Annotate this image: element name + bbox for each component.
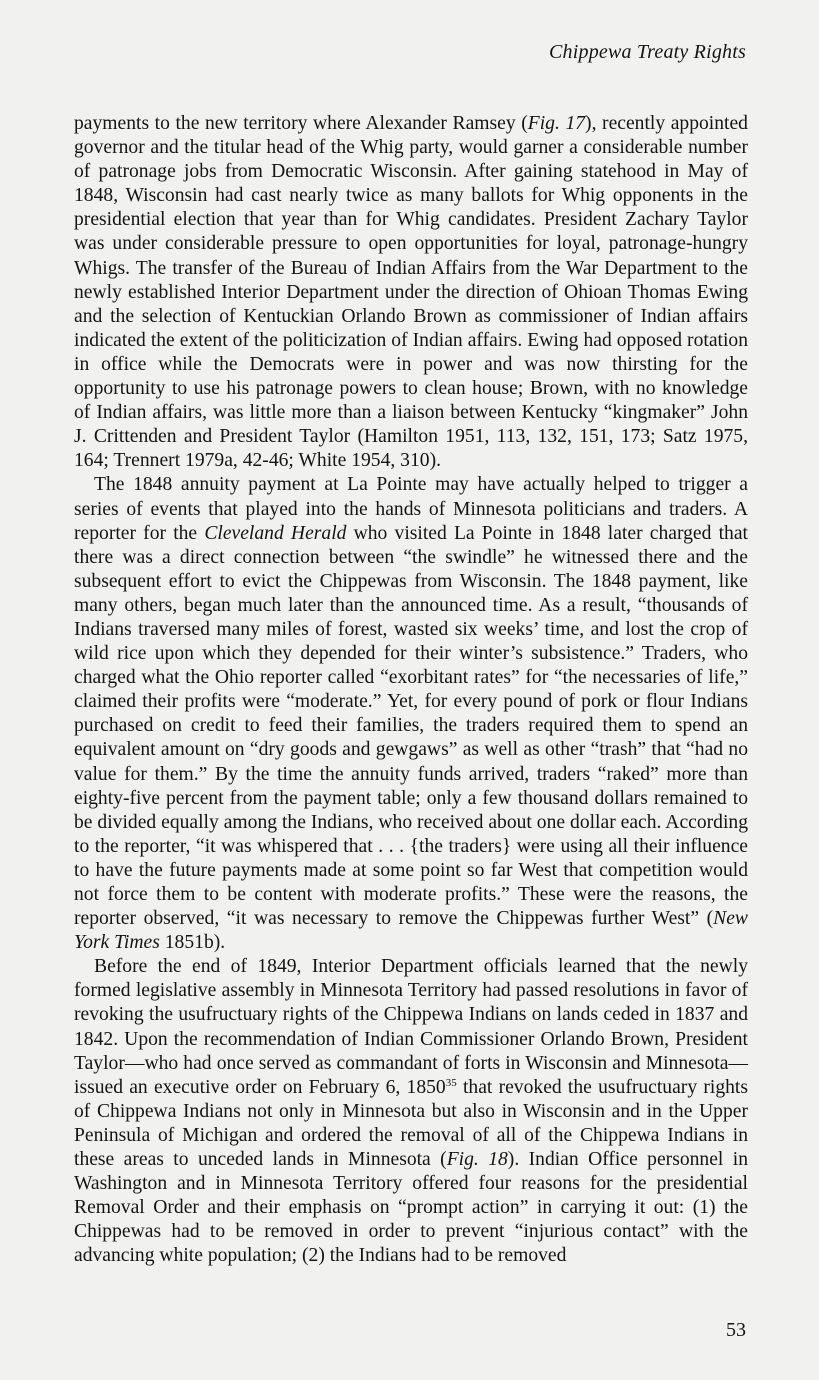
paragraph <box>74 955 748 1268</box>
italic-text: Cleveland Herald <box>204 522 347 544</box>
running-header: Chippewa Treaty Rights <box>549 41 746 63</box>
paragraph <box>74 473 748 955</box>
text-run: ), recently appointed governor and the titular head of the Whig party, would garner a considerable number of patronage jobs from Democratic Wisconsin. After gaining statehood in May of 1848, Wisconsin had cast nearly twice as many ballots for Whig opponents in the presidential election that year than for Whig candidates. President Zachary Taylor was under considerable pressure to open opportunities for loyal, patronage-hungry Whigs. The transfer of the Bureau of Indian Affairs from the War Department to the newly established Interior Department under the direction of Ohioan Thomas Ewing and the selection of Kentuckian Orlando Brown as commissioner of Indian affairs indicated the extent of the politicization of Indian affairs. Ewing had opposed rotation in office while the Democrats were in power and was now thirsting for the opportunity to use his patronage powers to clean house; Brown, with no knowledge of Indian affairs, was little more than a liaison between Kentucky “kingmaker” John J. Crittenden and President Taylor (Hamilton 1951, 113, 132, 151, 173; Satz 1975, 164; Trennert 1979a, 42-46; White 1954, 310). <box>74 113 748 472</box>
body-text <box>74 112 748 1269</box>
italic-text: New York Times <box>74 908 748 954</box>
text-run: Before the end of 1849, Interior Department officials learned that the newly formed legislative assembly in Minnesota Territory had passed resolutions in favor of revoking the usufructuary rights of the Chippewa Indians on lands ceded in 1837 and 1842. Upon the recommendation of Indian Commissioner Orlando Brown, President Taylor—who had once served as commandant of forts in Wisconsin and Minnesota—issued an executive order on February 6, 1850 <box>74 956 748 1098</box>
footnote-marker[interactable]: 35 <box>445 1076 457 1089</box>
text-run: who visited La Pointe in 1848 later charged that there was a direct connection between “the swindle” he witnessed there and the subsequent effort to evict the Chippewas from Wisconsin. The 1848 payment, like many others, began much later than the announced time. As a result, “thousands of Indians traversed many miles of forest, wasted six weeks’ time, and lost the crop of wild rice upon which they depended for their winter’s subsistence.” Traders, who charged what the Ohio reporter called “exorbitant rates” for “the necessaries of life,” claimed their profits were “moderate.” Yet, for every pound of pork or flour Indians purchased on credit to feed their families, the traders required them to spend an equivalent amount on “dry goods and gewgaws” as well as other “trash” that “had no value for them.” By the time the annuity funds arrived, traders “raked” more than eighty-five percent from the payment table; only a few thousand dollars remained to be divided equally among the Indians, who received about one dollar each. According to the reporter, “it was whispered that . . . {the traders} were using all their influence to have the future payments made at some point so far West that competition would not force them to be content with moderate profits.” These were the reasons, the reporter observed, “it was necessary to remove the Chippewas further West” ( <box>74 522 748 930</box>
text-run: ). Indian Office personnel in Washington and in Minnesota Territory offered four reasons for the presidential Removal Order and their emphasis on “prompt action” in carrying it out: (1) the Chippewas had to be removed in order to prevent “injurious contact” with the advancing white population; (2) the Indians had to be removed <box>74 1149 748 1267</box>
text-run: that revoked the usufructuary rights of Chippewa Indians not only in Minnesota but also in Wisconsin and in the Upper Peninsula of Michigan and ordered the removal of all of the Chippewa Indians in these areas to unceded lands in Minnesota ( <box>74 1076 748 1171</box>
text-run: The 1848 annuity payment at La Pointe may have actually helped to trigger a series of events that played into the hands of Minnesota politicians and traders. A reporter for the <box>74 474 748 544</box>
text-run: 1851b). <box>159 932 226 954</box>
italic-text: Fig. 18 <box>446 1149 508 1171</box>
text-run: payments to the new territory where Alexander Ramsey ( <box>74 113 528 134</box>
paragraph <box>74 112 748 473</box>
italic-text: Fig. 17 <box>527 113 586 134</box>
page-number: 53 <box>726 1319 746 1341</box>
